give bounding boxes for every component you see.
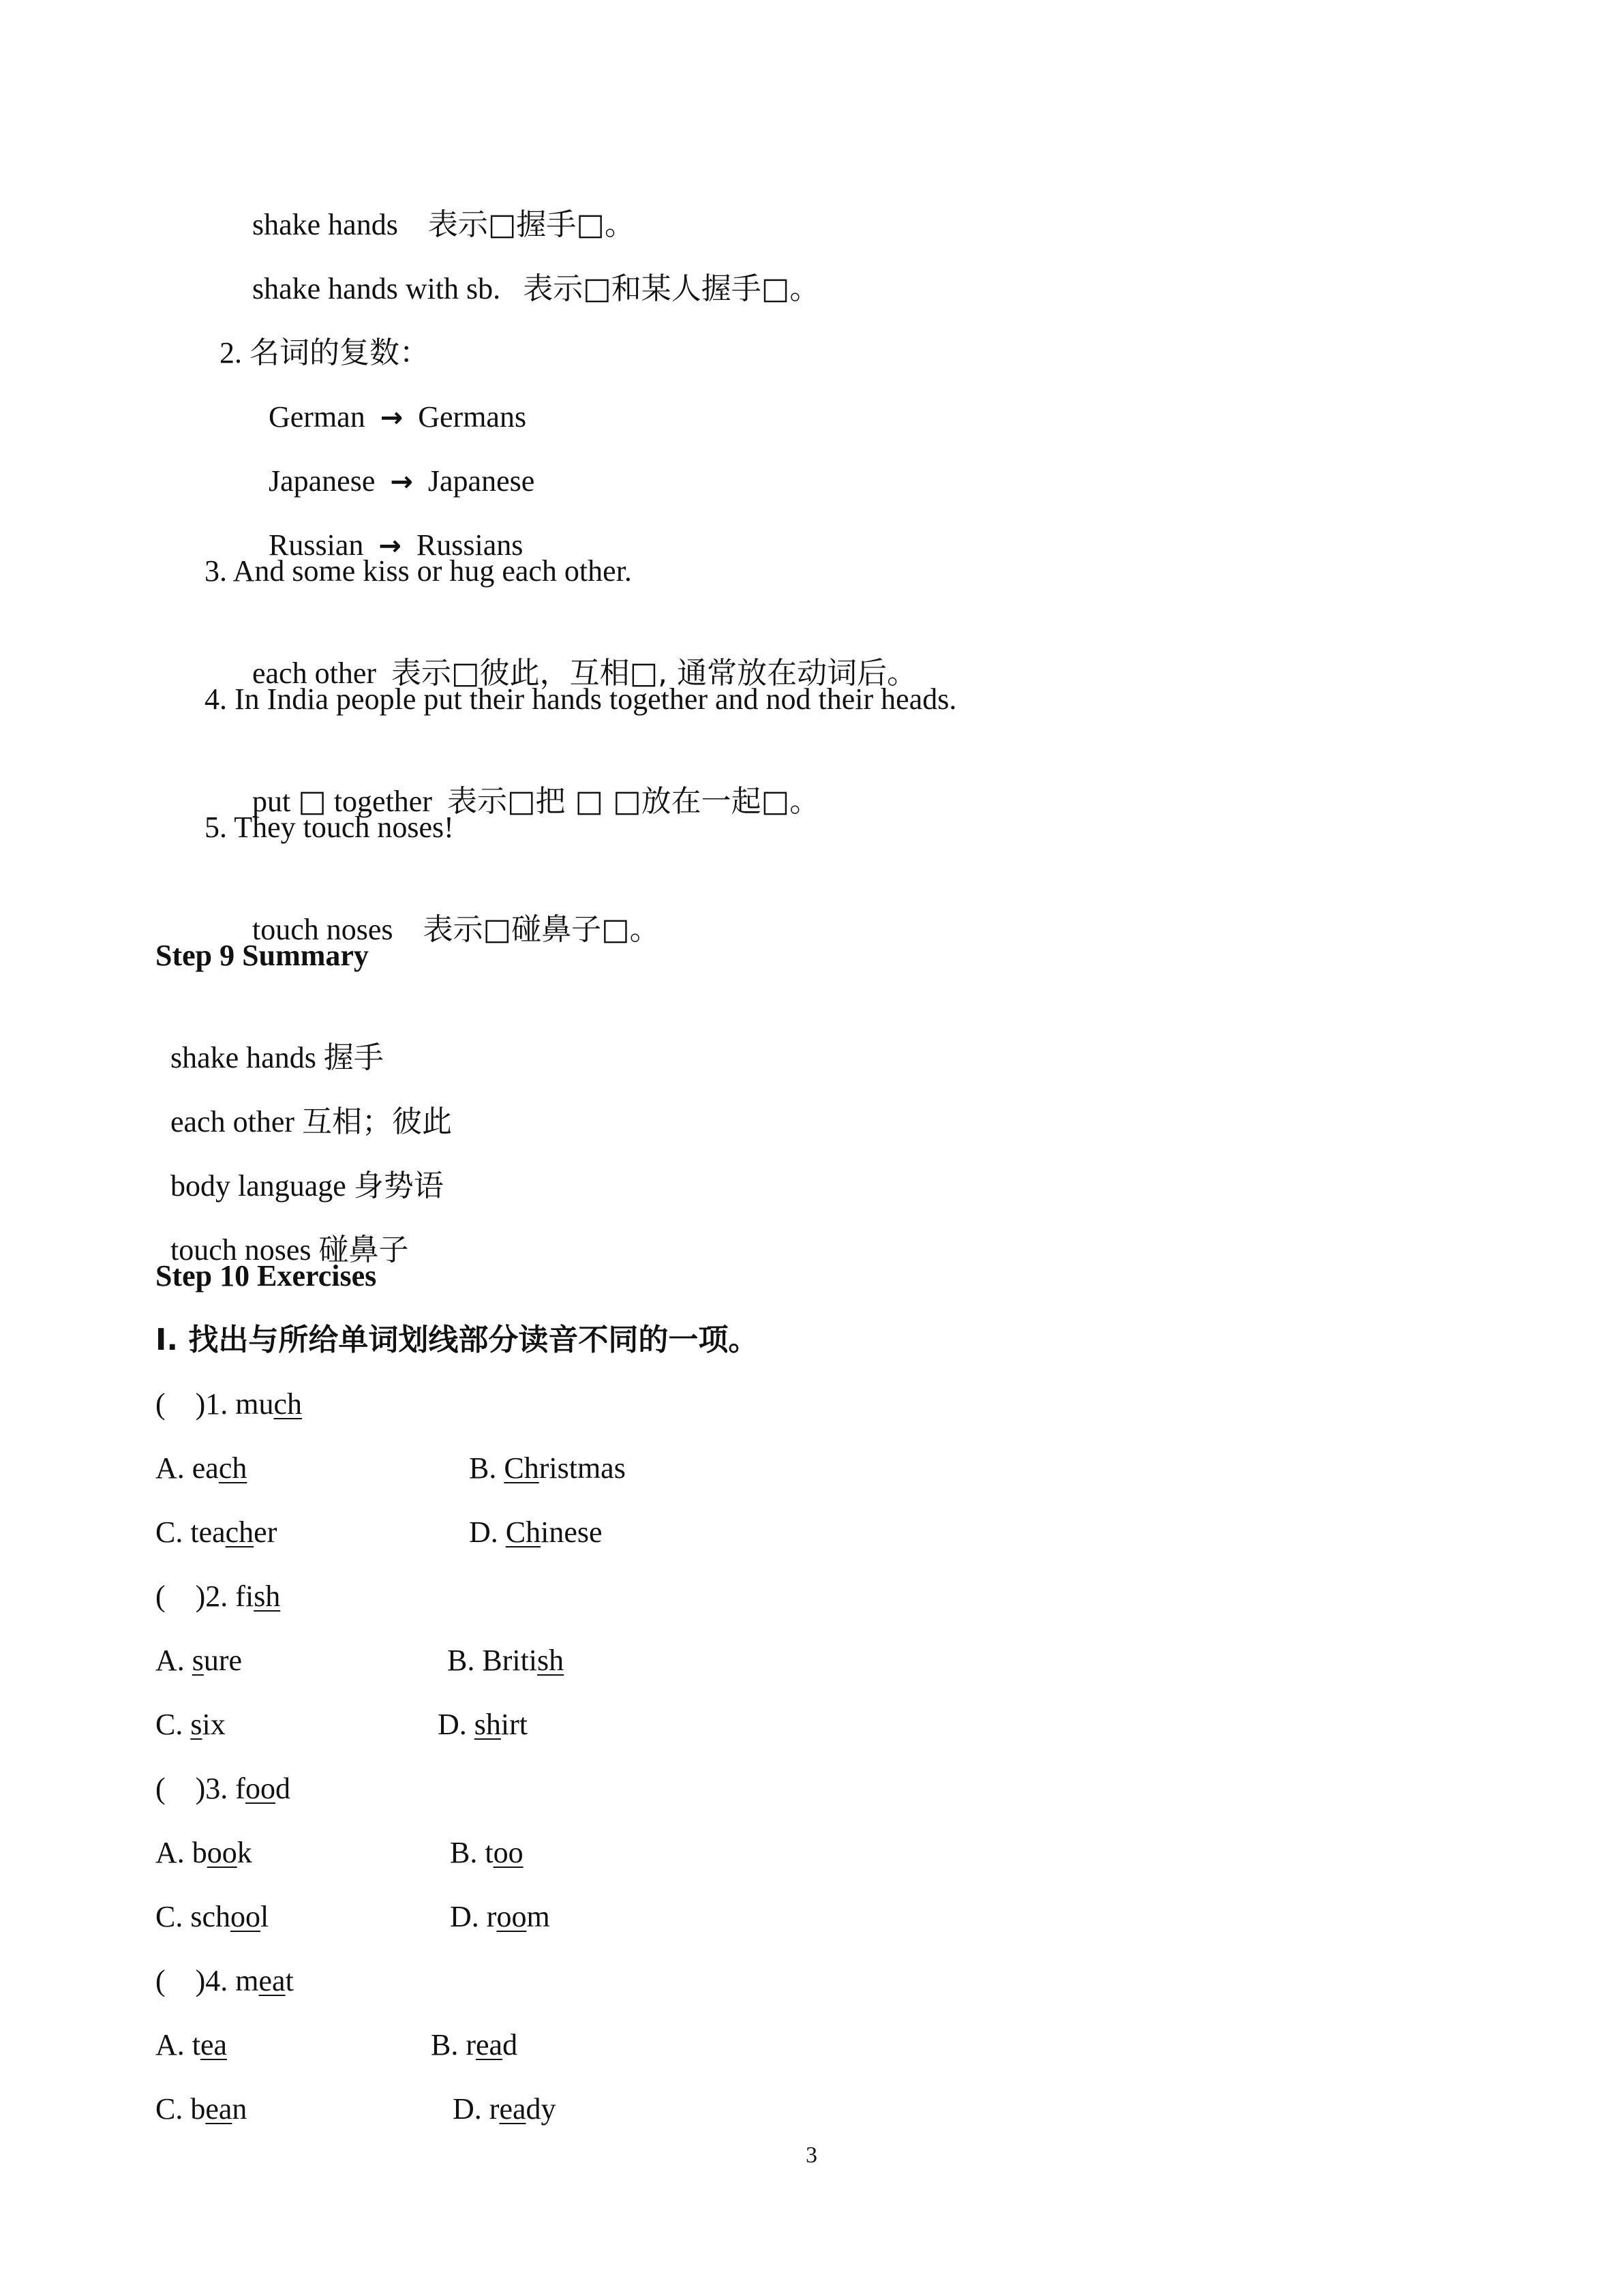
note-term: shake hands with sb. <box>252 272 501 305</box>
option-text: A. b <box>155 1836 207 1869</box>
plural-singular: German <box>269 400 365 434</box>
option-a <box>155 2026 227 2064</box>
question-stem <box>155 1385 302 1423</box>
note-number: 2. <box>219 336 242 369</box>
note-term: put <box>252 785 291 818</box>
option-b <box>469 1449 626 1487</box>
summary-term: body language <box>170 1169 346 1203</box>
note-5-sentence: 5. They touch noses! <box>204 811 454 844</box>
placeholder-box-icon: □ <box>298 784 327 819</box>
option-d <box>450 1898 550 1936</box>
plural-form: Russians <box>416 528 524 562</box>
underlined-part: ea <box>258 1964 286 1997</box>
underlined-part: ch <box>218 1451 247 1485</box>
question-stem <box>155 1770 290 1808</box>
underlined-part: ch <box>273 1387 303 1421</box>
underlined-part: ea <box>205 2092 232 2126</box>
option-text: A. ea <box>155 1451 219 1485</box>
underlined-part: sh <box>474 1708 501 1741</box>
stem-text: ( )3. f <box>155 1772 245 1805</box>
page-number: 3 <box>806 2143 817 2168</box>
option-text: B. Briti <box>447 1644 538 1677</box>
note-term: each other <box>252 656 376 690</box>
note-meaning: 表示□彼此，互相□, 通常放在动词后。 <box>391 656 917 691</box>
underlined-part: ea <box>476 2028 503 2061</box>
option-text: C. b <box>155 2092 206 2126</box>
option-c <box>155 1898 269 1936</box>
option-text: k <box>237 1836 252 1869</box>
option-c <box>155 1513 277 1552</box>
option-a <box>155 1834 252 1872</box>
arrow-right-icon: → <box>380 402 404 434</box>
option-text: er <box>254 1515 277 1549</box>
stem-text: ( )4. m <box>155 1964 259 1997</box>
underlined-part: oo <box>493 1836 524 1869</box>
underlined-part: ch <box>225 1515 254 1549</box>
stem-text: d <box>275 1772 290 1805</box>
summary-meaning: 碰鼻子 <box>318 1233 409 1267</box>
option-b <box>447 1642 564 1680</box>
underlined-part: ea <box>200 2028 228 2061</box>
option-text: D. r <box>453 2092 500 2126</box>
option-text: D. r <box>450 1900 497 1933</box>
option-b <box>431 2026 517 2064</box>
note-title: 名词的复数： <box>249 335 429 370</box>
option-text: B. r <box>431 2028 476 2061</box>
stem-text: ( )1. mu <box>155 1387 274 1421</box>
option-b <box>450 1834 524 1872</box>
plural-form: Germans <box>418 400 527 434</box>
summary-term: each other <box>170 1105 294 1138</box>
summary-meaning: 握手 <box>323 1040 384 1075</box>
note-term: together <box>333 785 432 818</box>
underlined-part: ea <box>499 2092 526 2126</box>
summary-term: touch noses <box>170 1233 312 1267</box>
underlined-part: oo <box>245 1772 275 1805</box>
stem-text: ( )2. fi <box>155 1580 254 1613</box>
option-text: B. <box>469 1451 504 1485</box>
note-3-sentence: 3. And some kiss or hug each other. <box>204 554 632 588</box>
summary-term: shake hands <box>170 1041 316 1074</box>
note-meaning: 表示□把 □ □放在一起□。 <box>446 784 820 819</box>
underlined-part: Ch <box>505 1515 541 1549</box>
underlined-part: s <box>190 1708 202 1741</box>
option-text: A. <box>155 1644 192 1677</box>
arrow-right-icon: → <box>390 466 413 498</box>
option-text: ix <box>202 1708 226 1741</box>
option-d <box>453 2090 556 2128</box>
underlined-part: Ch <box>504 1451 539 1485</box>
option-text: C. tea <box>155 1515 226 1549</box>
exercise-section-title: Ⅰ. 找出与所给单词划线部分读音不同的一项。 <box>155 1323 759 1357</box>
option-text: B. t <box>450 1836 494 1869</box>
plural-singular: Japanese <box>269 464 376 498</box>
option-d <box>469 1513 603 1552</box>
question-stem <box>155 1577 280 1616</box>
question-stem <box>155 1962 294 2000</box>
underlined-part: sh <box>537 1644 564 1677</box>
plural-form: Japanese <box>427 464 535 498</box>
option-text: inese <box>541 1515 603 1549</box>
option-text: A. t <box>155 2028 200 2061</box>
underlined-part: sh <box>254 1580 281 1613</box>
step10-heading: Step 10 Exercises <box>155 1259 377 1293</box>
note-4-sentence: 4. In India people put their hands together and nod their heads. <box>204 682 957 716</box>
option-text: D. <box>469 1515 506 1549</box>
option-d <box>438 1706 528 1744</box>
option-text: d <box>502 2028 518 2061</box>
arrow-right-icon: → <box>378 530 401 562</box>
note-meaning: 表示□握手□。 <box>427 207 635 242</box>
option-text: dy <box>526 2092 556 2126</box>
underlined-part: oo <box>207 1836 237 1869</box>
underlined-part: oo <box>496 1900 527 1933</box>
summary-meaning: 互相；彼此 <box>302 1104 452 1139</box>
note-meaning: 表示□碰鼻子□。 <box>423 912 660 947</box>
option-c <box>155 2090 247 2128</box>
option-text: D. <box>438 1708 474 1741</box>
stem-text: t <box>285 1964 294 1997</box>
option-text: ure <box>203 1644 243 1677</box>
underlined-part: oo <box>230 1900 260 1933</box>
option-text: ristmas <box>539 1451 626 1485</box>
option-text: C. sch <box>155 1900 230 1933</box>
step9-heading: Step 9 Summary <box>155 939 369 972</box>
note-meaning: 表示□和某人握手□。 <box>523 271 820 306</box>
option-text: m <box>526 1900 550 1933</box>
underlined-part: s <box>192 1644 204 1677</box>
option-a <box>155 1449 247 1487</box>
option-a <box>155 1642 242 1680</box>
note-term: shake hands <box>252 208 398 241</box>
option-c <box>155 1706 226 1744</box>
note-term: touch noses <box>252 913 393 946</box>
plural-singular: Russian <box>269 528 364 562</box>
summary-meaning: 身势语 <box>353 1168 444 1203</box>
option-text: n <box>232 2092 247 2126</box>
option-text: C. <box>155 1708 191 1741</box>
option-text: irt <box>500 1708 528 1741</box>
option-text: l <box>260 1900 269 1933</box>
